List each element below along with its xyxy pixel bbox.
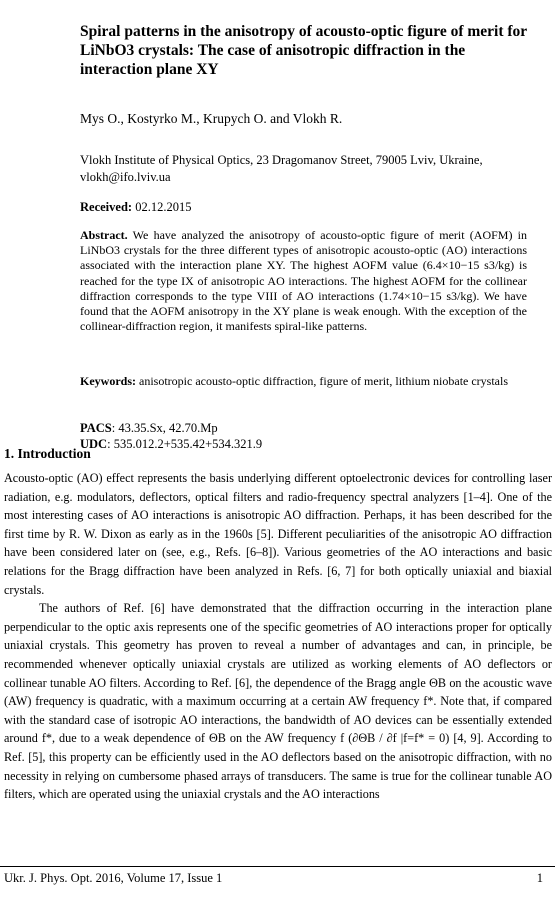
author-list: Mys O., Kostyrko M., Krupych O. and Vlokh R. <box>80 111 343 126</box>
abstract <box>80 228 527 334</box>
page-number: 1 <box>536 871 543 885</box>
affiliation: Vlokh Institute of Physical Optics, 23 Dragomanov Street, 79005 Lviv, Ukraine, vlokh@ifo.lviv.ua <box>80 153 483 184</box>
received-date: 02.12.2015 <box>135 200 192 214</box>
journal-citation: Ukr. J. Phys. Opt. 2016, Volume 17, Issue 1 <box>4 871 223 885</box>
abstract-text: We have analyzed the anisotropy of acousto-optic figure of merit (AOFM) in LiNbO3 crystals for the three different types of anisotropic acousto-optic (AO) interactions associated with the interaction plane XY. The highest AOFM value (6.4×10−15 s3/kg) is reached for the type IX of anisotropic AO interactions. The highest AOFM for the collinear diffraction corresponds to the type VIII of AO interactions (1.74×10−15 s3/kg). We have found that the AOFM anisotropy in the XY plane is weak enough. With the exception of the collinear-diffraction region, it manifests spiral-like patterns. <box>80 228 527 334</box>
abstract-label: Abstract. <box>80 228 128 242</box>
received-label: Received: <box>80 200 133 214</box>
pacs-value: : 43.35.Sx, 42.70.Mp <box>111 421 218 435</box>
keywords-text: anisotropic acousto-optic diffraction, figure of merit, lithium niobate crystals <box>139 374 509 388</box>
paragraph: The authors of Ref. [6] have demonstrated that the diffraction occurring in the interaction plane perpendicular to the optic axis represents one of the specific geometries of AO interactions proper for optically uniaxial crystals. This geometry has proven to reveal a number of advantages and can, in principle, be recommended whenever optically uniaxial crystals are utilized as working elements of AO deflectors or collinear tunable AO filters. According to Ref. [6], the dependence of the Bragg angle ΘB on the acoustic wave (AW) frequency is quadratic, with a maximum occurring at a certain AW frequency f*. Note that, if compared with the standard case of isotropic AO interactions, the bandwidth of AO devices can be essentially extended around f*, due to a weak dependence of ΘB on the AW frequency f (∂ΘB / ∂f |f=f* = 0) [4, 9]. According to Ref. [5], this property can be efficiently used in the AO deflectors based on the anisotropic diffraction, with no necessity in relying on cumbersome phased arrays of transducers. The same is true for the collinear tunable AO filters, which are operated using the uniaxial crystals and the AO interactions <box>4 601 552 802</box>
keywords <box>80 374 527 390</box>
body-text <box>4 469 552 804</box>
udc-value: : 535.012.2+535.42+534.321.9 <box>107 436 263 451</box>
paragraph: Acousto-optic (AO) effect represents the basis underlying different optoelectronic devices for controlling laser radiation, e.g. modulators, deflectors, optical filters and radio-frequency spectral analyzers [1–4]. One of the most interesting cases of AO interactions is anisotropic AO diffraction. Perhaps, it has been described for the first time by R. W. Dixon as early as in the 1960s [5]. Different peculiarities of the anisotropic AO diffraction have been considered later on (see, e.g., Refs. [6–8]). Various geometries of the AO interactions and basic relations for the Bragg diffraction have been analyzed in Refs. [6, 7] for both optically uniaxial and biaxial crystals. <box>4 471 552 597</box>
classification-codes <box>80 421 262 452</box>
pacs-label: PACS <box>80 421 112 435</box>
section-heading: 1. Introduction <box>4 446 91 461</box>
udc-line <box>80 437 262 453</box>
received-line <box>80 200 191 215</box>
udc-label: UDC <box>80 436 108 451</box>
pacs-line <box>80 421 262 437</box>
footer-rule <box>0 866 555 867</box>
keywords-label: Keywords: <box>80 374 136 388</box>
paper-title: Spiral patterns in the anisotropy of acousto-optic figure of merit for LiNbO3 crystals: The case of anisotropic diffraction in the interaction plane XY <box>80 23 527 78</box>
